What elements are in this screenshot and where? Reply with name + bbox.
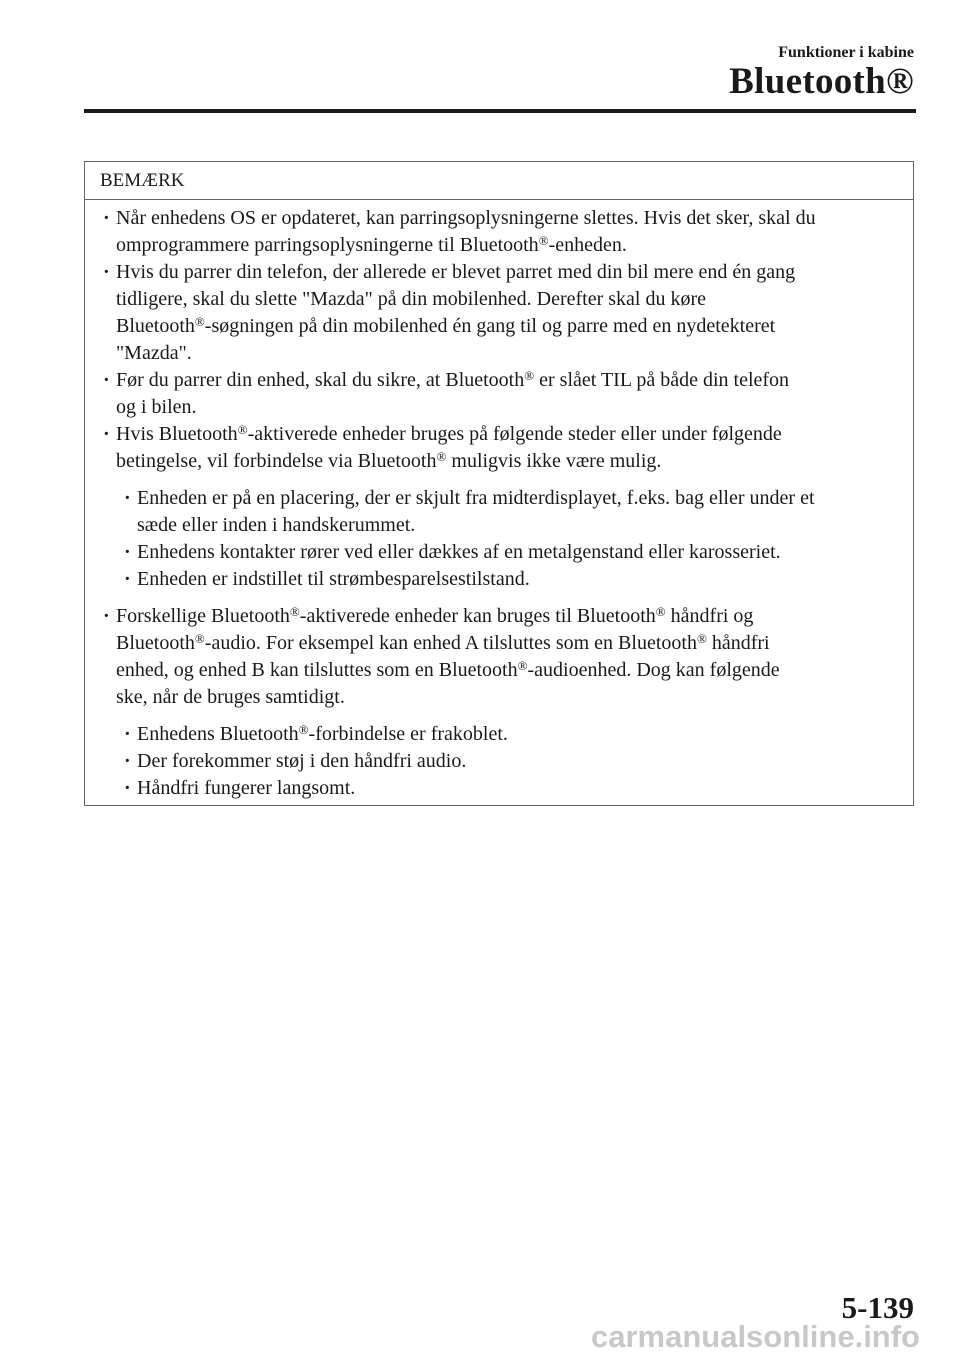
text-line: Håndfri fungerer langsomt. [137, 777, 356, 799]
note-heading: BEMÆRK [85, 162, 913, 200]
sub-list [85, 485, 901, 593]
registered-mark: ® [237, 422, 248, 437]
text-line: Hvis Bluetooth®-aktiverede enheder bruges på følgende steder eller under følgende [116, 422, 782, 445]
bullet-icon: · [124, 723, 131, 745]
text-line: enhed, og enhed B kan tilsluttes som en Bluetooth®-audioenhed. Dog kan følgende [116, 658, 780, 681]
text-line: sæde eller inden i handskerummet. [137, 514, 416, 536]
note-body [85, 200, 913, 802]
text-line: "Mazda". [116, 342, 192, 364]
text-line: Enheden er indstillet til strømbesparelsestilstand. [137, 568, 530, 590]
note-box [84, 161, 914, 806]
bullet-icon: · [103, 369, 110, 391]
text-line: Enhedens Bluetooth®-forbindelse er frakoblet. [137, 722, 508, 745]
registered-mark: ® [289, 604, 300, 619]
registered-mark: ® [517, 658, 528, 673]
text-line: Bluetooth®-søgningen på din mobilenhed én gang til og parre med en nydetekteret [116, 314, 776, 337]
bullet-icon: · [103, 423, 110, 445]
sub-list-item [85, 748, 901, 775]
bullet-icon: · [124, 487, 131, 509]
text-line: Der forekommer støj i den håndfri audio. [137, 750, 467, 772]
text-line: Bluetooth®-audio. For eksempel kan enhed A tilsluttes som en Bluetooth® håndfri [116, 631, 770, 654]
text-line: tidligere, skal du slette "Mazda" på din mobilenhed. Derefter skal du køre [116, 288, 707, 310]
text-line: og i bilen. [116, 396, 197, 418]
sub-list-item [85, 775, 901, 802]
sub-list [85, 721, 901, 802]
list-item [85, 367, 901, 421]
text-line: Enhedens kontakter rører ved eller dækkes af en metalgenstand eller karosseriet. [137, 541, 781, 563]
registered-mark: ® [696, 631, 707, 646]
list-item [85, 421, 901, 475]
sub-list-item [85, 721, 901, 748]
registered-mark: ® [655, 604, 666, 619]
watermark: carmanualsonline.info [590, 1319, 920, 1354]
list-item [85, 259, 901, 367]
text-line: Hvis du parrer din telefon, der allerede er blevet parret med din bil mere end én gang [116, 261, 796, 283]
text-line: ske, når de bruges samtidigt. [116, 686, 345, 708]
list-item [85, 603, 901, 711]
page-number: 5-139 [841, 1290, 914, 1325]
registered-mark: ® [524, 368, 535, 383]
page-title: Bluetooth® [729, 61, 914, 102]
text-line: Forskellige Bluetooth®-aktiverede enheder kan bruges til Bluetooth® håndfri og [116, 604, 754, 627]
text-line: Enheden er på en placering, der er skjult fra midterdisplayet, f.eks. bag eller under et [137, 487, 815, 509]
registered-mark: ® [436, 449, 447, 464]
header-divider [84, 109, 916, 113]
text-line: Når enhedens OS er opdateret, kan parringsoplysningerne slettes. Hvis det sker, skal du [116, 207, 816, 229]
registered-mark: ® [298, 722, 309, 737]
bullet-icon: · [124, 750, 131, 772]
registered-mark: ® [194, 314, 205, 329]
sub-list-item [85, 539, 901, 566]
bullet-icon: · [124, 568, 131, 590]
bullet-icon: · [124, 777, 131, 799]
list-item [85, 205, 901, 259]
registered-mark: ® [194, 631, 205, 646]
text-line: Før du parrer din enhed, skal du sikre, at Bluetooth® er slået TIL på både din telefon [116, 368, 790, 391]
bullet-icon: · [103, 207, 110, 229]
registered-mark: ® [538, 233, 549, 248]
section-title: Funktioner i kabine [778, 44, 914, 61]
sub-list-item [85, 485, 901, 539]
sub-list-item [85, 566, 901, 593]
text-line: betingelse, vil forbindelse via Bluetooth® muligvis ikke være mulig. [116, 449, 662, 472]
bullet-icon: · [124, 541, 131, 563]
bullet-icon: · [103, 261, 110, 283]
text-line: omprogrammere parringsoplysningerne til Bluetooth®-enheden. [116, 233, 627, 256]
bullet-icon: · [103, 605, 110, 627]
